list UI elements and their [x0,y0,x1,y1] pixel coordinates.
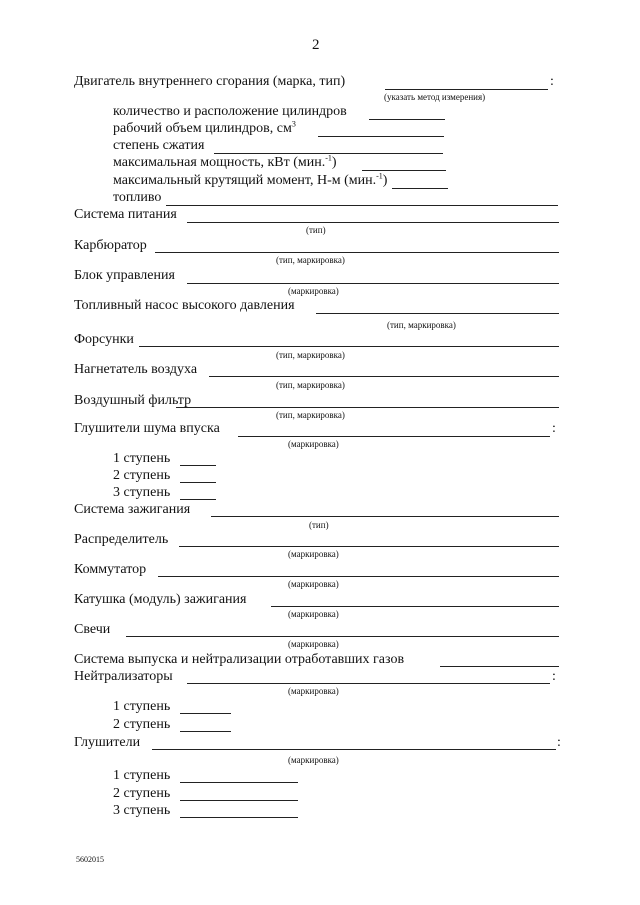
intake-stage-1-fill-line [180,465,216,466]
exhaust-system-fill-line [440,666,559,667]
switch-label: Коммутатор [74,562,147,577]
power-fill-line [362,170,446,171]
mufflers-colon: : [557,735,561,750]
intake-stage-3-fill-line [180,499,216,500]
switch-fill-line [158,576,559,577]
mufflers-fill-line [152,749,556,750]
muffler-stage-1-label: 1 ступень [113,768,171,783]
neutralizers-label: Нейтрализаторы [74,669,173,684]
switch-hint: (маркировка) [288,579,339,589]
fuel-label: топливо [113,190,162,205]
cylinders-fill-line [369,119,445,120]
injectors-fill-line [139,346,559,347]
intake-stage-2-label: 2 ступень [113,468,171,483]
muffler-stage-2-label: 2 ступень [113,786,171,801]
ignition-coil-fill-line [271,606,559,607]
intake-silencers-hint: (маркировка) [288,439,339,449]
page-number: 2 [312,37,320,53]
ignition-coil-hint: (маркировка) [288,609,339,619]
muffler-stage-3-fill-line [180,817,298,818]
air-filter-label: Воздушный фильтр [74,393,192,408]
neutralizer-stage-2-label: 2 ступень [113,717,171,732]
control-unit-hint: (маркировка) [288,286,339,296]
power-system-hint: (тип) [306,225,326,235]
control-unit-label: Блок управления [74,268,175,283]
air-filter-hint: (тип, маркировка) [276,410,345,420]
ignition-system-label: Система зажигания [74,502,191,517]
intake-silencers-fill-line [238,436,550,437]
torque-fill-line [392,188,448,189]
neutralizers-hint: (маркировка) [288,686,339,696]
neutralizer-stage-1-fill-line [180,713,231,714]
air-blower-label: Нагнетатель воздуха [74,362,198,377]
displacement-label: рабочий объем цилиндров, $см^3$ [113,119,296,136]
carburetor-fill-line [155,252,559,253]
hp-fuel-pump-hint: (тип, маркировка) [387,320,456,330]
muffler-stage-2-fill-line [180,800,298,801]
engine-hint: (указать метод измерения) [384,92,486,102]
cylinders-label: количество и расположение цилиндров [113,104,347,119]
distributor-label: Распределитель [74,532,169,547]
spark-plugs-fill-line [126,636,559,637]
intake-stage-3-label: 3 ступень [113,485,171,500]
mufflers-label: Глушители [74,735,141,750]
engine-colon: : [550,74,554,89]
power-system-label: Система питания [74,207,177,222]
ignition-system-fill-line [211,516,559,517]
footer-code: 5602015 [76,855,104,864]
air-filter-fill-line [176,407,559,408]
displacement-fill-line [318,136,444,137]
intake-stage-2-fill-line [180,482,216,483]
intake-stage-1-label: 1 ступень [113,451,171,466]
intake-silencers-colon: : [552,421,556,436]
neutralizers-fill-line [187,683,550,684]
engine-label: Двигатель внутреннего сгорания (марка, тип) [74,74,346,89]
ignition-system-hint: (тип) [309,520,329,530]
power-system-fill-line [187,222,559,223]
carburetor-label: Карбюратор [74,238,147,253]
air-blower-hint: (тип, маркировка) [276,380,345,390]
compression-label: степень сжатия [113,138,205,153]
muffler-stage-1-fill-line [180,782,298,783]
torque-label: максимальный крутящий момент, Н-м (мин.$^{-1}$) [113,171,388,188]
neutralizer-stage-2-fill-line [180,731,231,732]
distributor-hint: (маркировка) [288,549,339,559]
hp-fuel-pump-fill-line [316,313,559,314]
air-blower-fill-line [209,376,559,377]
hp-fuel-pump-label: Топливный насос высокого давления [74,298,295,313]
ignition-coil-label: Катушка (модуль) зажигания [74,592,247,607]
exhaust-system-label: Система выпуска и нейтрализации отработавших газов [74,652,405,667]
neutralizer-stage-1-label: 1 ступень [113,699,171,714]
power-label: максимальная мощность, кВт (мин.$^{-1}$) [113,153,337,170]
fuel-fill-line [166,205,558,206]
spark-plugs-hint: (маркировка) [288,639,339,649]
intake-silencers-label: Глушители шума впуска [74,421,220,436]
injectors-label: Форсунки [74,332,134,347]
muffler-stage-3-label: 3 ступень [113,803,171,818]
carburetor-hint: (тип, маркировка) [276,255,345,265]
engine-fill-line [385,89,548,90]
distributor-fill-line [179,546,559,547]
injectors-hint: (тип, маркировка) [276,350,345,360]
neutralizers-colon: : [552,669,556,684]
mufflers-hint: (маркировка) [288,755,339,765]
control-unit-fill-line [187,283,559,284]
spark-plugs-label: Свечи [74,622,111,637]
